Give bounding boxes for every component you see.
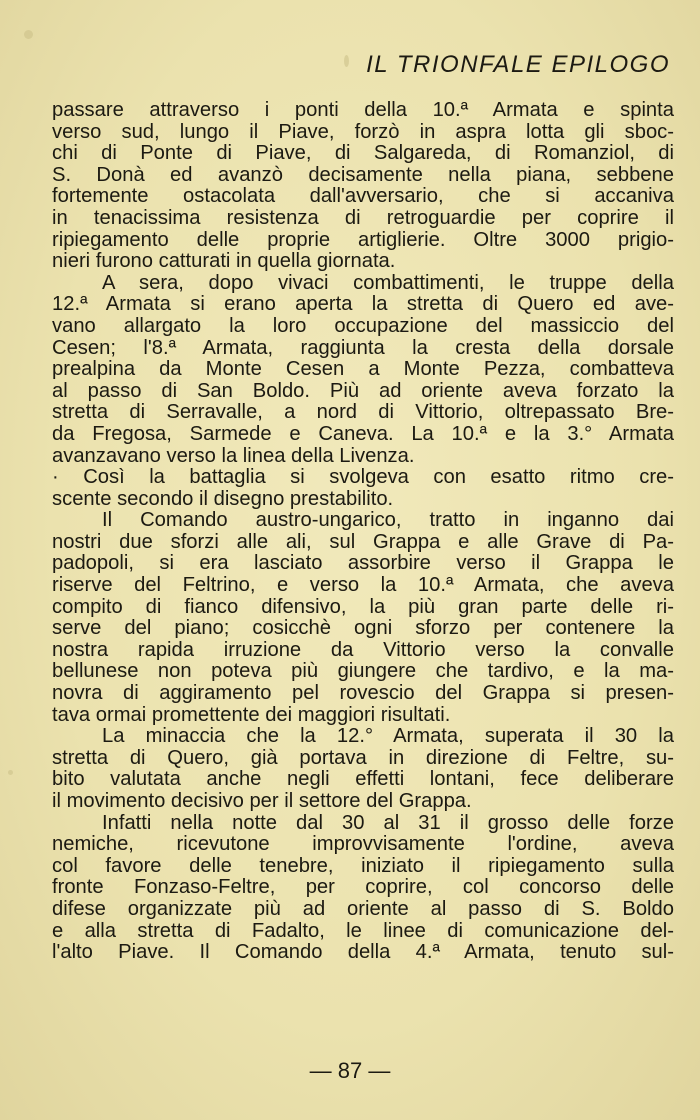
text-line: il movimento decisivo per il settore del Grappa. <box>52 791 472 812</box>
text-line: chi di Ponte di Piave, di Salgareda, di Romanziol, di <box>52 143 674 165</box>
text-line: compito di fianco difensivo, la più gran parte delle ri- <box>52 596 674 618</box>
text-line: A sera, dopo vivaci combattimenti, le truppe della <box>102 272 674 294</box>
text-line: fortemente ostacolata dall'avversario, che si accaniva <box>52 186 674 208</box>
text-line: Infatti nella notte dal 30 al 31 il grosso delle forze <box>102 812 674 834</box>
text-line: novra di aggiramento pel rovescio del Grappa si presen- <box>52 683 674 705</box>
running-head: IL TRIONFALE EPILOGO <box>366 51 670 78</box>
text-line: bito valutata anche negli effetti lontani, fece deliberare <box>52 769 674 791</box>
text-line: stretta di Quero, già portava in direzione di Feltre, su- <box>52 747 674 769</box>
text-line: l'alto Piave. Il Comando della 4.ª Armata, tenuto sul- <box>52 942 674 964</box>
page-number: — 87 — <box>309 1058 391 1083</box>
text-line: nieri furono catturati in quella giornata. <box>52 251 396 273</box>
text-line: scente secondo il disegno prestabilito. <box>52 488 394 510</box>
text-line: avanzavano verso la linea della Livenza. <box>52 445 415 467</box>
text-line: bellunese non poteva più giungere che tardivo, e la ma- <box>52 661 674 683</box>
text-line: La minaccia che la 12.° Armata, superata il 30 la <box>102 726 674 748</box>
text-line: difese organizzate più ad oriente al passo di S. Boldo <box>52 898 674 920</box>
text-line: passare attraverso i ponti della 10.ª Armata e spinta <box>52 100 674 121</box>
text-line: fronte Fonzaso-Feltre, per coprire, col concorso delle <box>52 877 674 899</box>
paper-blemish <box>24 30 33 39</box>
paper-blemish <box>8 770 13 775</box>
text-line: tava ormai promettente dei maggiori risultati. <box>52 704 451 726</box>
text-line: nostri due sforzi alle ali, sul Grappa e alle Grave di Pa- <box>52 531 674 553</box>
text-line: vano allargato la loro occupazione del massiccio del <box>52 315 674 337</box>
text-line: stretta di Serravalle, a nord di Vittorio, oltrepassato Bre- <box>52 402 674 424</box>
text-line: padopoli, si era lasciato assorbire verso il Grappa le <box>52 553 674 575</box>
text-line: verso sud, lungo il Piave, forzò in aspra lotta gli sboc- <box>52 121 674 143</box>
text-line: prealpina da Monte Cesen a Monte Pezza, combatteva <box>52 359 674 381</box>
text-line: col favore delle tenebre, iniziato il ripiegamento sulla <box>52 855 674 877</box>
paper-blemish <box>344 55 349 67</box>
text-line: al passo di San Boldo. Più ad oriente aveva forzato la <box>52 380 674 402</box>
text-line: in tenacissima resistenza di retroguardie per coprire il <box>52 207 674 229</box>
body-text <box>52 100 674 964</box>
text-line: Il Comando austro-ungarico, tratto in inganno dai <box>102 510 674 532</box>
text-line: riserve del Feltrino, e verso la 10.ª Armata, che aveva <box>52 575 674 597</box>
text-line: nemiche, ricevutone improvvisamente l'ordine, aveva <box>52 834 674 856</box>
text-line: · Così la battaglia si svolgeva con esatto ritmo cre- <box>52 467 674 489</box>
text-line: S. Donà ed avanzò decisamente nella piana, sebbene <box>52 164 674 186</box>
text-line: serve del piano; cosicchè ogni sforzo per contenere la <box>52 618 674 640</box>
text-line: Cesen; l'8.ª Armata, raggiunta la cresta della dorsale <box>52 337 674 359</box>
text-line: 12.ª Armata si erano aperta la stretta di Quero ed ave- <box>52 294 674 316</box>
text-line: ripiegamento delle proprie artiglierie. Oltre 3000 prigio- <box>52 229 674 251</box>
text-line: da Fregosa, Sarmede e Caneva. La 10.ª e la 3.° Armata <box>52 423 674 445</box>
text-line: nostra rapida irruzione da Vittorio verso la convalle <box>52 639 674 661</box>
text-line: e alla stretta di Fadalto, le linee di comunicazione del- <box>52 920 674 942</box>
